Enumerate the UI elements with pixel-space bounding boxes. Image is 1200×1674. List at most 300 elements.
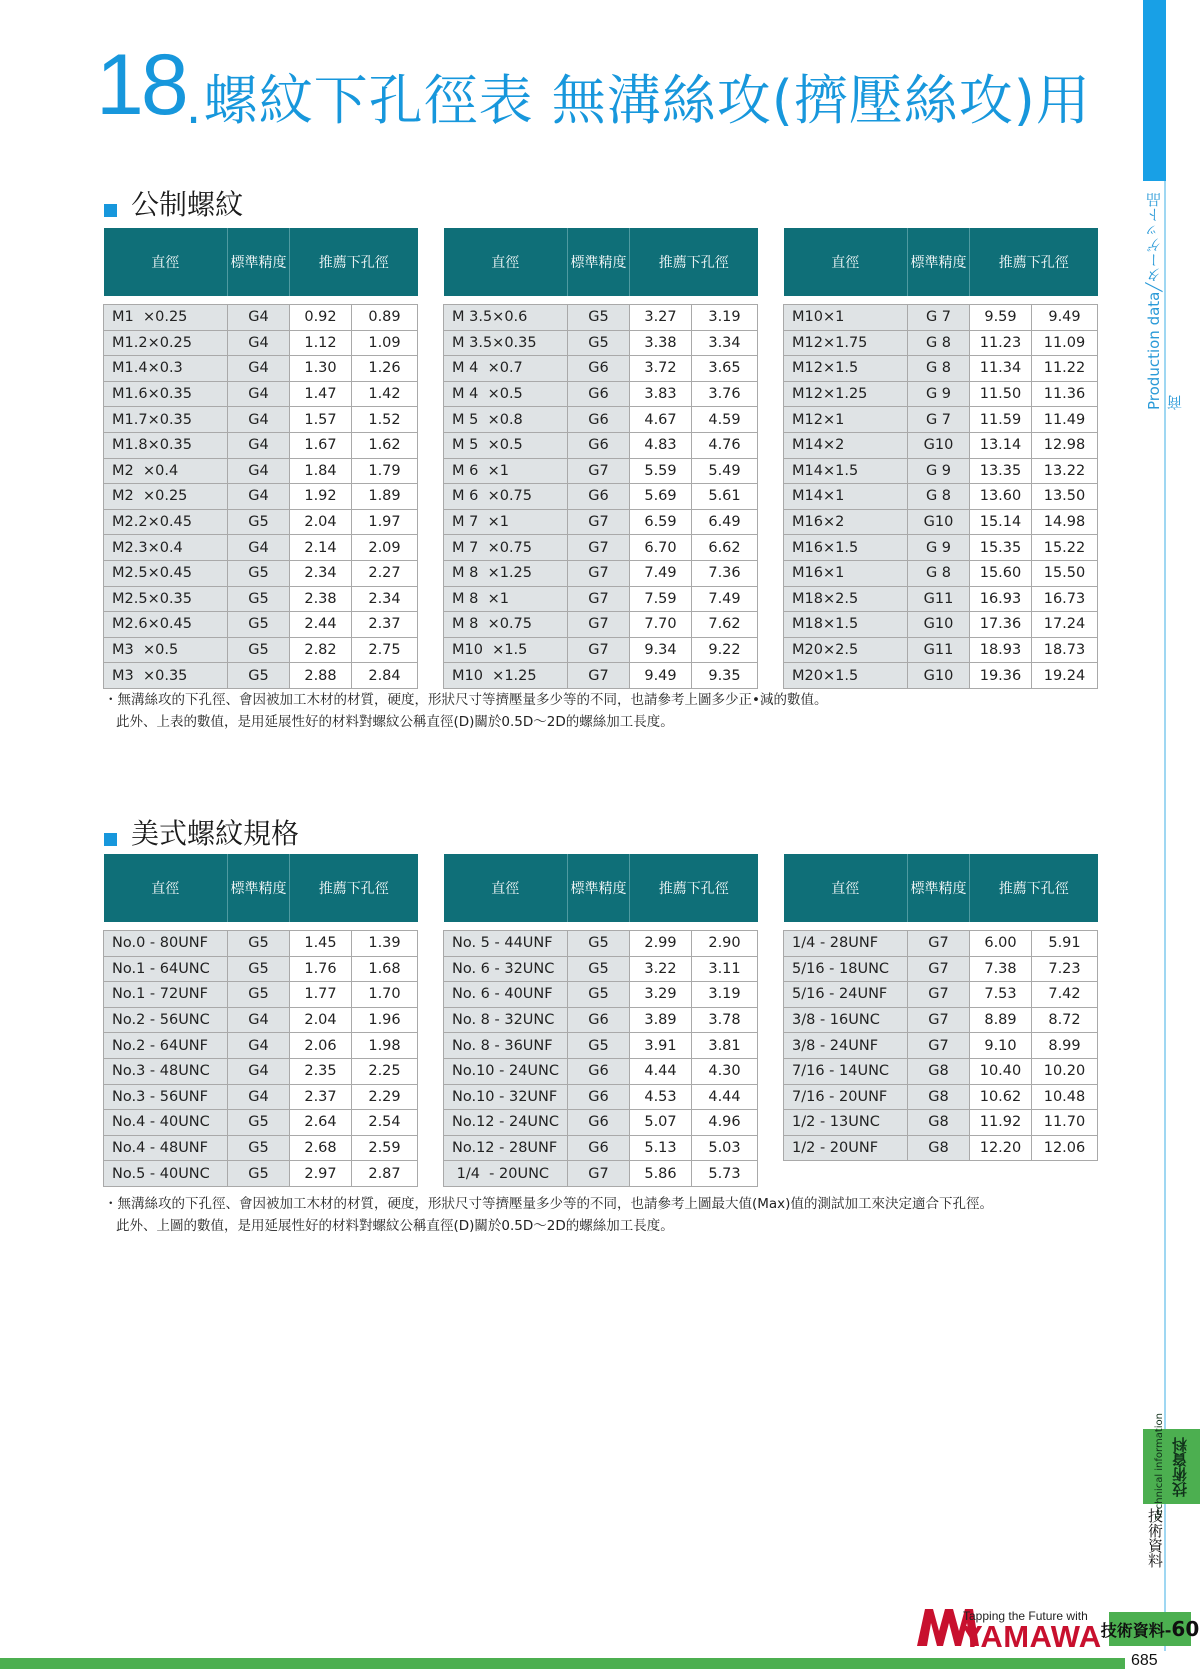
table-row (104, 432, 418, 458)
thread-size-cell: M3 ×0.35 (104, 663, 228, 689)
thread-size-cell: M12×1.25 (784, 381, 908, 407)
thread-size-cell: M 7 ×0.75 (444, 535, 568, 561)
thread-size-cell: M14×2 (784, 432, 908, 458)
hole-min-cell: 3.76 (692, 381, 758, 407)
tolerance-grade-cell: G6 (568, 1084, 630, 1110)
imperial-table-3 (783, 854, 1098, 1161)
col-header-diameter: 直徑 (444, 228, 568, 296)
hole-max-cell: 2.34 (290, 560, 352, 586)
hole-min-cell: 9.22 (692, 637, 758, 663)
brand-tagline: Tapping the Future with (963, 1609, 1088, 1623)
hole-min-cell: 2.75 (352, 637, 418, 663)
thread-size-cell: M10 ×1.25 (444, 663, 568, 689)
hole-min-cell: 12.06 (1032, 1135, 1098, 1161)
thread-size-cell: No.1 - 64UNC (104, 956, 228, 982)
side-accent-bar (1143, 0, 1166, 181)
side-green-tab (1143, 1413, 1200, 1520)
hole-max-cell: 3.83 (630, 381, 692, 407)
thread-size-cell: No.12 - 28UNF (444, 1135, 568, 1161)
tolerance-grade-cell: G6 (568, 484, 630, 510)
thread-size-cell: M 8 ×0.75 (444, 612, 568, 638)
table-row (444, 484, 758, 510)
hole-min-cell: 1.98 (352, 1033, 418, 1059)
thread-size-cell: No.12 - 24UNC (444, 1110, 568, 1136)
tolerance-grade-cell: G4 (228, 458, 290, 484)
title-dot: . (185, 77, 202, 135)
tolerance-grade-cell: G4 (228, 484, 290, 510)
tolerance-grade-cell: G 8 (908, 356, 970, 382)
table-row (104, 560, 418, 586)
col-header-recommended: 推薦下孔徑 (970, 228, 1098, 296)
thread-size-cell: M1.7×0.35 (104, 407, 228, 433)
hole-min-cell: 14.98 (1032, 509, 1098, 535)
col-header-diameter: 直徑 (784, 854, 908, 922)
col-header-grade: 標準精度 (568, 228, 630, 296)
hole-max-cell: 4.44 (630, 1058, 692, 1084)
hole-min-cell: 12.98 (1032, 432, 1098, 458)
hole-min-cell: 19.24 (1032, 663, 1098, 689)
side-green-label-en: Technical information (1153, 1413, 1165, 1520)
thread-size-cell: M 5 ×0.8 (444, 407, 568, 433)
hole-max-cell: 9.49 (630, 663, 692, 689)
thread-size-cell: No.4 - 48UNF (104, 1135, 228, 1161)
badge-number: 60 (1171, 1617, 1200, 1641)
tolerance-grade-cell: G5 (228, 931, 290, 957)
thread-size-cell: M2.2×0.45 (104, 509, 228, 535)
tolerance-grade-cell: G4 (228, 432, 290, 458)
col-header-grade: 標準精度 (568, 854, 630, 922)
hole-max-cell: 5.13 (630, 1135, 692, 1161)
table-row (444, 1058, 758, 1084)
tolerance-grade-cell: G4 (228, 1033, 290, 1059)
hole-max-cell: 13.35 (970, 458, 1032, 484)
tolerance-grade-cell: G 7 (908, 407, 970, 433)
table-row (104, 586, 418, 612)
thread-size-cell: No.0 - 80UNF (104, 931, 228, 957)
hole-max-cell: 2.35 (290, 1058, 352, 1084)
thread-size-cell: M2.3×0.4 (104, 535, 228, 561)
table-row (784, 432, 1098, 458)
table-row (444, 330, 758, 356)
hole-min-cell: 1.89 (352, 484, 418, 510)
tolerance-grade-cell: G5 (228, 1161, 290, 1187)
tolerance-grade-cell: G5 (568, 1033, 630, 1059)
hole-max-cell: 0.92 (290, 305, 352, 331)
hole-min-cell: 2.54 (352, 1110, 418, 1136)
hole-min-cell: 5.03 (692, 1135, 758, 1161)
thread-size-cell: No. 5 - 44UNF (444, 931, 568, 957)
thread-size-cell: No. 8 - 32UNC (444, 1007, 568, 1033)
table-row (784, 1007, 1098, 1033)
table-row (104, 407, 418, 433)
tolerance-grade-cell: G7 (908, 1033, 970, 1059)
table-row (104, 1135, 418, 1161)
hole-max-cell: 2.38 (290, 586, 352, 612)
table-row (444, 956, 758, 982)
tolerance-grade-cell: G5 (228, 637, 290, 663)
col-header-grade: 標準精度 (908, 854, 970, 922)
table-row (104, 931, 418, 957)
metric-table-2 (443, 228, 758, 689)
table-row (104, 663, 418, 689)
table-row (444, 1033, 758, 1059)
hole-max-cell: 11.34 (970, 356, 1032, 382)
hole-max-cell: 19.36 (970, 663, 1032, 689)
hole-max-cell: 1.45 (290, 931, 352, 957)
table-row (784, 305, 1098, 331)
tolerance-grade-cell: G6 (568, 432, 630, 458)
tolerance-grade-cell: G7 (568, 509, 630, 535)
hole-min-cell: 2.37 (352, 612, 418, 638)
imperial-heading-text: 美式螺紋規格 (131, 817, 300, 850)
tolerance-grade-cell: G5 (228, 586, 290, 612)
imperial-table-2 (443, 854, 758, 1187)
hole-min-cell: 2.34 (352, 586, 418, 612)
hole-min-cell: 7.49 (692, 586, 758, 612)
table-row (444, 1084, 758, 1110)
table-row (784, 1058, 1098, 1084)
tolerance-grade-cell: G7 (908, 931, 970, 957)
hole-max-cell: 16.93 (970, 586, 1032, 612)
bottom-green-bar (0, 1658, 1125, 1669)
hole-min-cell: 13.22 (1032, 458, 1098, 484)
table-row (444, 381, 758, 407)
tolerance-grade-cell: G6 (568, 1058, 630, 1084)
table-row (104, 356, 418, 382)
hole-min-cell: 17.24 (1032, 612, 1098, 638)
hole-max-cell: 1.67 (290, 432, 352, 458)
side-vertical-label: Production data╱ターゲット品商 (1145, 192, 1184, 410)
tolerance-grade-cell: G7 (568, 1161, 630, 1187)
thread-size-cell: M1.6×0.35 (104, 381, 228, 407)
hole-max-cell: 7.59 (630, 586, 692, 612)
hole-max-cell: 11.92 (970, 1110, 1032, 1136)
tolerance-grade-cell: G 9 (908, 381, 970, 407)
thread-size-cell: M10 ×1.5 (444, 637, 568, 663)
hole-min-cell: 3.34 (692, 330, 758, 356)
tolerance-grade-cell: G6 (568, 1007, 630, 1033)
tolerance-grade-cell: G5 (228, 509, 290, 535)
tolerance-grade-cell: G8 (908, 1135, 970, 1161)
thread-size-cell: M 4 ×0.5 (444, 381, 568, 407)
hole-max-cell: 5.07 (630, 1110, 692, 1136)
table-row (104, 458, 418, 484)
thread-size-cell: 1/4 - 20UNC (444, 1161, 568, 1187)
thread-size-cell: M2.6×0.45 (104, 612, 228, 638)
thread-size-cell: M16×1.5 (784, 535, 908, 561)
hole-max-cell: 7.70 (630, 612, 692, 638)
table-row (784, 535, 1098, 561)
hole-min-cell: 16.73 (1032, 586, 1098, 612)
tolerance-grade-cell: G6 (568, 381, 630, 407)
hole-max-cell: 17.36 (970, 612, 1032, 638)
thread-size-cell: M2 ×0.25 (104, 484, 228, 510)
hole-min-cell: 1.42 (352, 381, 418, 407)
table-row (784, 330, 1098, 356)
hole-min-cell: 9.49 (1032, 305, 1098, 331)
thread-size-cell: M1 ×0.25 (104, 305, 228, 331)
tolerance-grade-cell: G5 (568, 956, 630, 982)
thread-size-cell: 3/8 - 24UNF (784, 1033, 908, 1059)
table-row (104, 956, 418, 982)
section-square-icon (104, 204, 117, 217)
table-row (444, 535, 758, 561)
hole-min-cell: 2.27 (352, 560, 418, 586)
thread-size-cell: M14×1 (784, 484, 908, 510)
hole-min-cell: 7.42 (1032, 982, 1098, 1008)
tech-data-badge (1100, 1612, 1200, 1646)
hole-min-cell: 5.61 (692, 484, 758, 510)
imperial-table-1 (103, 854, 418, 1187)
hole-max-cell: 3.29 (630, 982, 692, 1008)
hole-max-cell: 1.30 (290, 356, 352, 382)
hole-min-cell: 3.65 (692, 356, 758, 382)
hole-max-cell: 4.53 (630, 1084, 692, 1110)
hole-min-cell: 4.76 (692, 432, 758, 458)
hole-max-cell: 3.89 (630, 1007, 692, 1033)
thread-size-cell: M 6 ×0.75 (444, 484, 568, 510)
table-row (784, 1084, 1098, 1110)
table-row (444, 1161, 758, 1187)
table-row (784, 560, 1098, 586)
tolerance-grade-cell: G4 (228, 305, 290, 331)
thread-size-cell: M2.5×0.35 (104, 586, 228, 612)
table-row (104, 305, 418, 331)
hole-min-cell: 3.19 (692, 305, 758, 331)
tolerance-grade-cell: G 7 (908, 305, 970, 331)
hole-max-cell: 15.60 (970, 560, 1032, 586)
tolerance-grade-cell: G7 (908, 1007, 970, 1033)
table-row (784, 484, 1098, 510)
table-row (444, 1135, 758, 1161)
page-number: 685 (1131, 1652, 1158, 1669)
col-header-grade: 標準精度 (228, 854, 290, 922)
col-header-grade: 標準精度 (228, 228, 290, 296)
side-tech-label: 技術資料 (1146, 1508, 1164, 1568)
table-row (784, 663, 1098, 689)
hole-max-cell: 11.59 (970, 407, 1032, 433)
hole-max-cell: 2.44 (290, 612, 352, 638)
imperial-note (104, 1193, 993, 1237)
tolerance-grade-cell: G5 (228, 560, 290, 586)
hole-max-cell: 2.68 (290, 1135, 352, 1161)
hole-max-cell: 1.84 (290, 458, 352, 484)
col-header-recommended: 推薦下孔徑 (290, 228, 418, 296)
thread-size-cell: M 3.5×0.6 (444, 305, 568, 331)
tolerance-grade-cell: G6 (568, 356, 630, 382)
table-row (784, 1110, 1098, 1136)
thread-size-cell: M 6 ×1 (444, 458, 568, 484)
hole-min-cell: 4.59 (692, 407, 758, 433)
hole-min-cell: 1.79 (352, 458, 418, 484)
tolerance-grade-cell: G5 (568, 982, 630, 1008)
tolerance-grade-cell: G10 (908, 432, 970, 458)
thread-size-cell: M 3.5×0.35 (444, 330, 568, 356)
col-header-diameter: 直徑 (104, 228, 228, 296)
thread-size-cell: M 8 ×1 (444, 586, 568, 612)
hole-max-cell: 2.88 (290, 663, 352, 689)
hole-min-cell: 3.78 (692, 1007, 758, 1033)
tolerance-grade-cell: G5 (228, 1110, 290, 1136)
tolerance-grade-cell: G5 (228, 663, 290, 689)
table-row (784, 956, 1098, 982)
metric-note-line-2: 此外、上表的數值，是用延展性好的材料對螺紋公稱直徑(D)關於0.5D～2D的螺絲加工長度。 (116, 714, 674, 730)
tolerance-grade-cell: G 9 (908, 458, 970, 484)
table-row (104, 1033, 418, 1059)
hole-min-cell: 7.62 (692, 612, 758, 638)
table-row (784, 586, 1098, 612)
table-row (104, 509, 418, 535)
hole-min-cell: 7.23 (1032, 956, 1098, 982)
hole-min-cell: 3.19 (692, 982, 758, 1008)
tolerance-grade-cell: G5 (228, 982, 290, 1008)
table-row (444, 586, 758, 612)
hole-max-cell: 5.59 (630, 458, 692, 484)
metric-note-line-1: ・無溝絲攻的下孔徑、會因被加工木材的材質，硬度，形狀尺寸等擠壓量多少等的不同，也請參考上圖多少正•減的數值。 (104, 692, 828, 708)
col-header-recommended: 推薦下孔徑 (630, 228, 758, 296)
table-row (444, 305, 758, 331)
tolerance-grade-cell: G4 (228, 535, 290, 561)
table-row (104, 612, 418, 638)
hole-min-cell: 11.22 (1032, 356, 1098, 382)
thread-size-cell: No.1 - 72UNF (104, 982, 228, 1008)
table-row (784, 637, 1098, 663)
tolerance-grade-cell: G7 (568, 560, 630, 586)
side-green-label: 技術資料 (1170, 1436, 1189, 1497)
table-row (444, 560, 758, 586)
hole-max-cell: 15.35 (970, 535, 1032, 561)
hole-max-cell: 11.50 (970, 381, 1032, 407)
tolerance-grade-cell: G6 (568, 407, 630, 433)
hole-min-cell: 3.11 (692, 956, 758, 982)
thread-size-cell: M18×2.5 (784, 586, 908, 612)
table-row (444, 356, 758, 382)
thread-size-cell: M1.4×0.3 (104, 356, 228, 382)
hole-max-cell: 2.99 (630, 931, 692, 957)
hole-max-cell: 6.59 (630, 509, 692, 535)
thread-size-cell: M16×2 (784, 509, 908, 535)
hole-max-cell: 1.76 (290, 956, 352, 982)
tolerance-grade-cell: G11 (908, 637, 970, 663)
tolerance-grade-cell: G7 (568, 637, 630, 663)
hole-max-cell: 7.53 (970, 982, 1032, 1008)
hole-min-cell: 5.49 (692, 458, 758, 484)
tolerance-grade-cell: G6 (568, 1135, 630, 1161)
thread-size-cell: M18×1.5 (784, 612, 908, 638)
hole-min-cell: 1.68 (352, 956, 418, 982)
hole-min-cell: 1.62 (352, 432, 418, 458)
title-text: 螺紋下孔徑表 無溝絲攻(擠壓絲攻)用 (203, 69, 1091, 132)
hole-min-cell: 7.36 (692, 560, 758, 586)
table-row (444, 432, 758, 458)
thread-size-cell: No.10 - 24UNC (444, 1058, 568, 1084)
thread-size-cell: M2 ×0.4 (104, 458, 228, 484)
table-row (784, 407, 1098, 433)
tolerance-grade-cell: G5 (568, 931, 630, 957)
hole-max-cell: 2.06 (290, 1033, 352, 1059)
thread-size-cell: M14×1.5 (784, 458, 908, 484)
metric-heading-text: 公制螺紋 (131, 188, 244, 221)
table-row (784, 612, 1098, 638)
hole-max-cell: 1.92 (290, 484, 352, 510)
thread-size-cell: No. 8 - 36UNF (444, 1033, 568, 1059)
hole-min-cell: 4.44 (692, 1084, 758, 1110)
table-row (104, 330, 418, 356)
table-row (104, 1110, 418, 1136)
title-number: 18 (96, 37, 186, 133)
thread-size-cell: M20×1.5 (784, 663, 908, 689)
tolerance-grade-cell: G5 (228, 956, 290, 982)
thread-size-cell: No.5 - 40UNC (104, 1161, 228, 1187)
thread-size-cell: M 5 ×0.5 (444, 432, 568, 458)
hole-min-cell: 1.97 (352, 509, 418, 535)
table-row (784, 931, 1098, 957)
col-header-diameter: 直徑 (444, 854, 568, 922)
table-row (104, 1084, 418, 1110)
hole-min-cell: 1.52 (352, 407, 418, 433)
hole-max-cell: 10.40 (970, 1058, 1032, 1084)
tolerance-grade-cell: G10 (908, 509, 970, 535)
hole-max-cell: 2.14 (290, 535, 352, 561)
hole-min-cell: 6.49 (692, 509, 758, 535)
hole-min-cell: 18.73 (1032, 637, 1098, 663)
imperial-note-line-2: 此外、上圖的數值，是用延展性好的材料對螺紋公稱直徑(D)關於0.5D～2D的螺絲加工長度。 (116, 1218, 674, 1234)
thread-size-cell: M 4 ×0.7 (444, 356, 568, 382)
tolerance-grade-cell: G7 (908, 956, 970, 982)
hole-min-cell: 2.25 (352, 1058, 418, 1084)
tolerance-grade-cell: G 8 (908, 560, 970, 586)
table-row (784, 356, 1098, 382)
hole-max-cell: 10.62 (970, 1084, 1032, 1110)
hole-min-cell: 9.35 (692, 663, 758, 689)
hole-max-cell: 8.89 (970, 1007, 1032, 1033)
hole-min-cell: 5.91 (1032, 931, 1098, 957)
thread-size-cell: 7/16 - 14UNC (784, 1058, 908, 1084)
hole-min-cell: 8.72 (1032, 1007, 1098, 1033)
hole-max-cell: 3.91 (630, 1033, 692, 1059)
imperial-section-heading (104, 812, 299, 852)
hole-min-cell: 2.09 (352, 535, 418, 561)
table-row (104, 1007, 418, 1033)
thread-size-cell: No. 6 - 32UNC (444, 956, 568, 982)
col-header-recommended: 推薦下孔徑 (290, 854, 418, 922)
table-row (444, 458, 758, 484)
hole-min-cell: 1.09 (352, 330, 418, 356)
thread-size-cell: No.2 - 64UNF (104, 1033, 228, 1059)
section-square-icon (104, 833, 117, 846)
hole-min-cell: 1.96 (352, 1007, 418, 1033)
tolerance-grade-cell: G6 (568, 1110, 630, 1136)
hole-max-cell: 15.14 (970, 509, 1032, 535)
hole-min-cell: 2.84 (352, 663, 418, 689)
thread-size-cell: M12×1 (784, 407, 908, 433)
col-header-diameter: 直徑 (104, 854, 228, 922)
tolerance-grade-cell: G10 (908, 663, 970, 689)
tolerance-grade-cell: G4 (228, 407, 290, 433)
table-row (104, 637, 418, 663)
hole-min-cell: 13.50 (1032, 484, 1098, 510)
hole-min-cell: 11.09 (1032, 330, 1098, 356)
hole-min-cell: 0.89 (352, 305, 418, 331)
hole-max-cell: 9.59 (970, 305, 1032, 331)
tolerance-grade-cell: G 9 (908, 535, 970, 561)
tolerance-grade-cell: G 8 (908, 484, 970, 510)
table-row (784, 509, 1098, 535)
hole-max-cell: 2.97 (290, 1161, 352, 1187)
tolerance-grade-cell: G8 (908, 1084, 970, 1110)
table-row (444, 1007, 758, 1033)
tolerance-grade-cell: G5 (568, 305, 630, 331)
